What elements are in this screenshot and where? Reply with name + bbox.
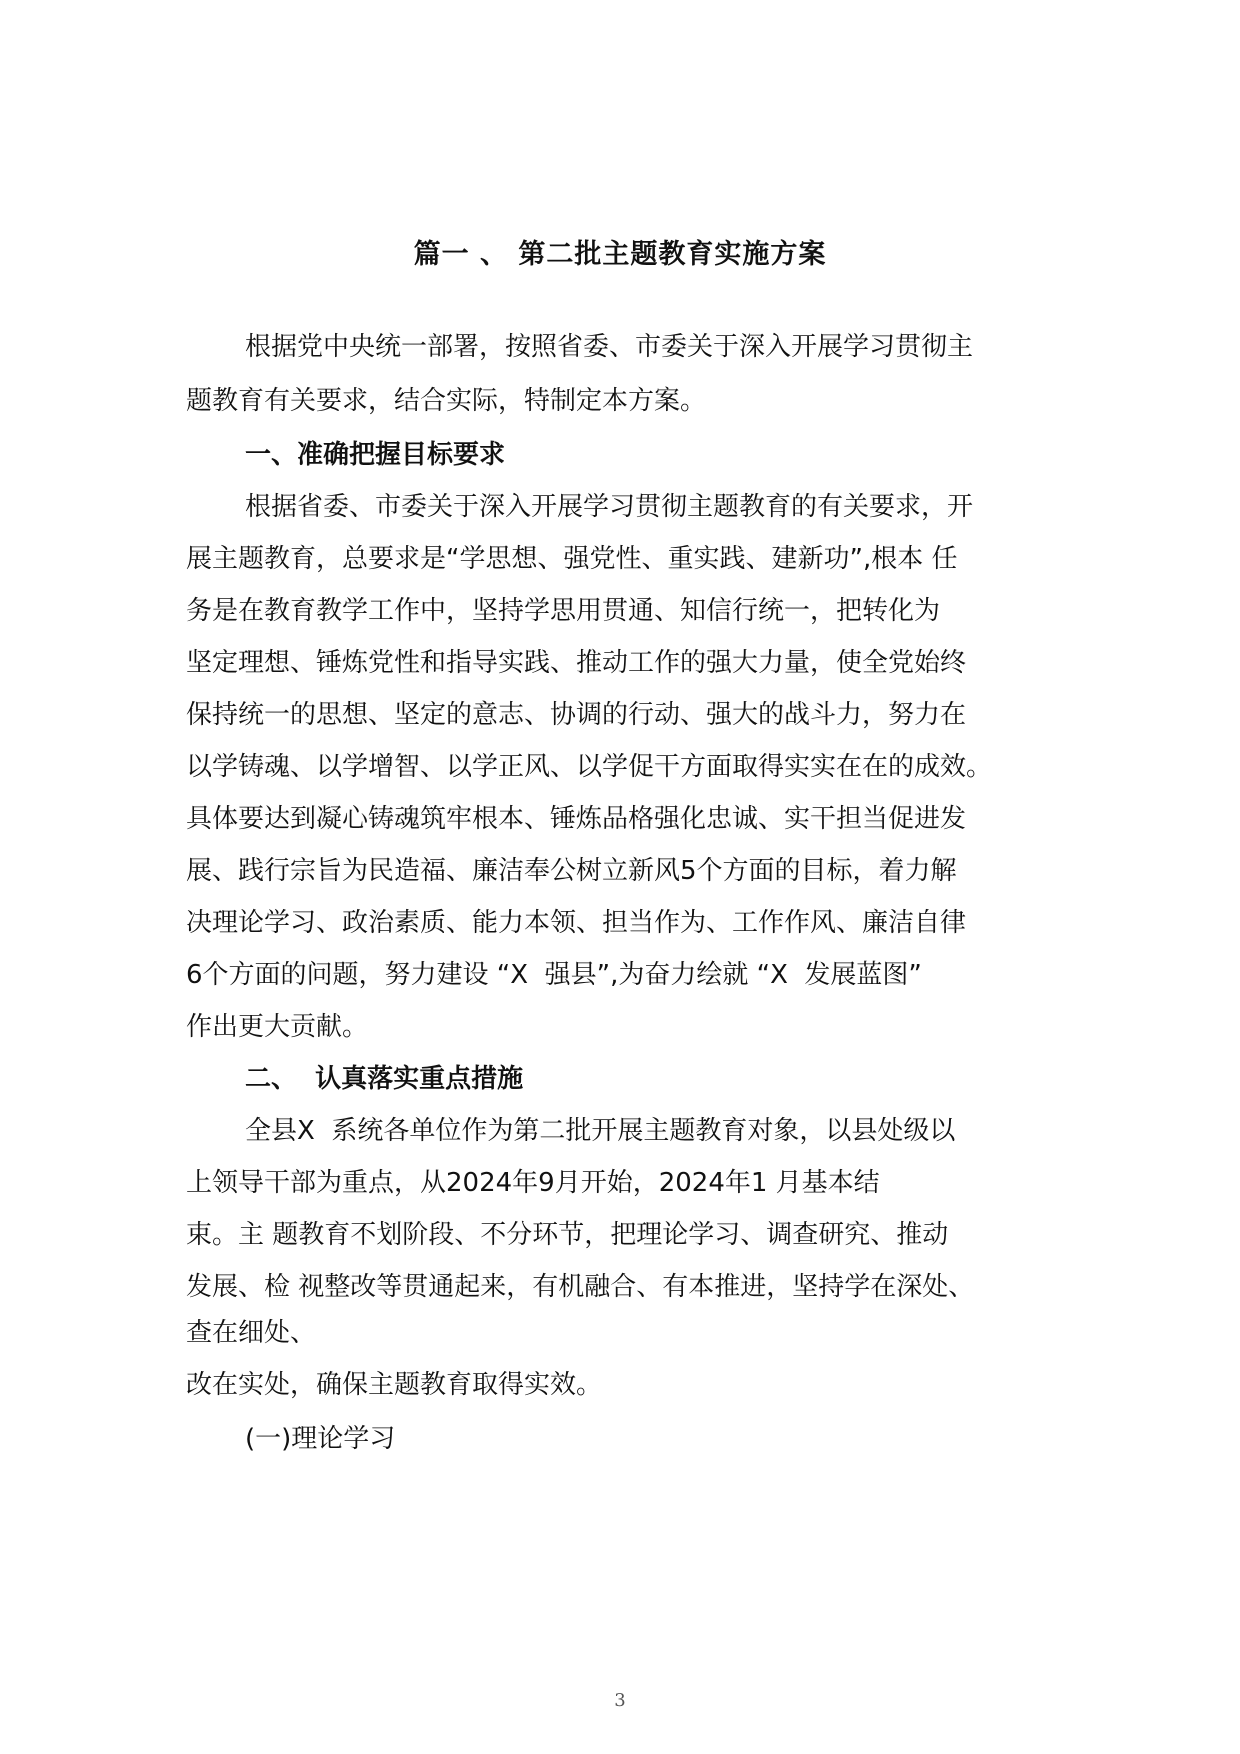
document-title: 篇一 、 第二批主题教育实施方案 [413,239,827,270]
paragraph-line: 改在实处，确保主题教育取得实效。 [186,1370,603,1400]
paragraph-line: 根据党中央统一部署，按照省委、市委关于深入开展学习贯彻主 [245,332,974,362]
paragraph-line: 6个方面的问题，努力建设 “X 强县”,为奋力绘就 “X 发展蓝图” [186,960,922,990]
section-heading: 二、 认真落实重点措施 [245,1064,524,1094]
paragraph-line: 查在细处、 [186,1318,317,1348]
paragraph-line: 展、践行宗旨为民造福、廉洁奉公树立新风5个方面的目标，着力解 [186,856,957,886]
paragraph-line: 以学铸魂、以学增智、以学正风、以学促干方面取得实实在在的成效。 [186,752,993,782]
paragraph-line: 上领导干部为重点，从2024年9月开始，2024年1 月基本结 [186,1168,880,1198]
paragraph-line: 务是在教育教学工作中，坚持学思用贯通、知信行统一，把转化为 [186,596,941,626]
paragraph-line: 作出更大贡献。 [186,1012,369,1042]
paragraph-line: 具体要达到凝心铸魂筑牢根本、锤炼品格强化忠诚、实干担当促进发 [186,804,967,834]
subsection-heading: (一)理论学习 [245,1424,396,1454]
page-number: 3 [614,1690,626,1711]
paragraph-line: 坚定理想、锤炼党性和指导实践、推动工作的强大力量，使全党始终 [186,648,967,678]
paragraph-line: 根据省委、市委关于深入开展学习贯彻主题教育的有关要求，开 [245,492,974,522]
paragraph-line: 保持统一的思想、坚定的意志、协调的行动、强大的战斗力，努力在 [186,700,967,730]
paragraph-line: 题教育有关要求，结合实际，特制定本方案。 [186,386,707,416]
paragraph-line: 决理论学习、政治素质、能力本领、担当作为、工作作风、廉洁自律 [186,908,967,938]
paragraph-line: 展主题教育，总要求是“学思想、强党性、重实践、建新功”,根本 任 [186,544,958,574]
paragraph-line: 全县X 系统各单位作为第二批开展主题教育对象，以县处级以 [245,1116,956,1146]
section-heading: 一、准确把握目标要求 [245,440,506,470]
paragraph-line: 发展、检 视整改等贯通起来，有机融合、有本推进，坚持学在深处、 [186,1272,975,1302]
paragraph-line: 束。主 题教育不划阶段、不分环节，把理论学习、调查研究、推动 [186,1220,949,1250]
